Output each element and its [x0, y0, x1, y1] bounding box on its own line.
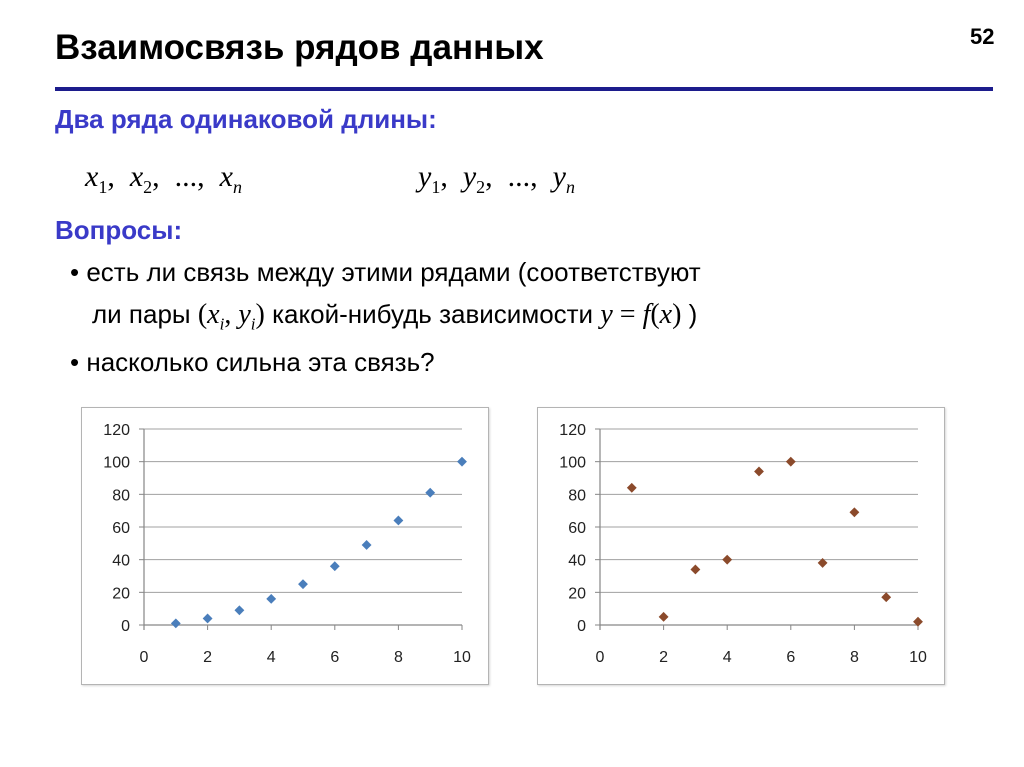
bullet-dot: •	[70, 347, 80, 377]
y-tick-label: 20	[112, 585, 130, 603]
y-tick-label: 80	[568, 487, 586, 505]
bullet-1-middle: какой-нибудь зависимости	[272, 299, 594, 329]
y-var-1: y	[418, 160, 432, 193]
y-tick-label: 20	[568, 585, 586, 603]
y-tick-label: 40	[568, 552, 586, 570]
bullet-1-text: есть ли связь между этими рядами (соответствуют	[86, 257, 701, 287]
bullet-2-text: насколько сильна эта связь?	[86, 347, 435, 377]
data-point	[659, 612, 668, 621]
x-series-formula: $x_1$, $x_2$, ..., $x_n$	[85, 160, 242, 197]
chart-right	[537, 407, 945, 685]
x-tick-label: 8	[393, 649, 403, 666]
y-tick-label: 40	[112, 552, 130, 570]
x-tick-label: 4	[722, 649, 732, 666]
data-point	[882, 593, 891, 602]
bullet-2	[70, 341, 435, 383]
series-subheading: Два ряда одинаковой длины:	[55, 104, 437, 134]
x-sub-2: 2	[143, 177, 153, 197]
x-tick-label: 10	[909, 649, 927, 666]
x-sub-1: 1	[98, 177, 108, 197]
slide-title: Взаимосвязь рядов данных	[55, 28, 544, 67]
data-point	[627, 483, 636, 492]
bullet-1-continuation	[92, 293, 697, 346]
x-ellipsis: ...,	[174, 160, 205, 193]
data-point	[171, 619, 180, 628]
bullet-1	[70, 251, 701, 293]
function-formula: y = f(x)	[600, 299, 682, 330]
slide-number: 52	[970, 24, 995, 49]
chart-left-plot	[82, 408, 488, 684]
chart-left	[81, 407, 489, 685]
y-tick-label: 100	[103, 454, 130, 472]
y-tick-label: 120	[559, 422, 586, 439]
bullet-1-suffix: )	[688, 299, 698, 329]
data-point	[691, 565, 700, 574]
y-tick-label: 0	[121, 618, 130, 635]
questions-heading: Вопросы:	[55, 215, 183, 245]
y-tick-label: 0	[577, 618, 586, 635]
title-divider	[55, 87, 993, 91]
y-sub-n: n	[565, 177, 575, 197]
x-sub-n: n	[232, 177, 242, 197]
pair-formula: ($x_i$, $y_i$)	[197, 299, 265, 334]
data-point	[267, 594, 276, 603]
data-point	[786, 457, 795, 466]
y-tick-label: 60	[112, 520, 130, 537]
x-tick-label: 6	[786, 649, 796, 666]
data-point	[235, 606, 244, 615]
y-sub-1: 1	[431, 177, 441, 197]
y-series-formula: $y_1$, $y_2$, ..., $y_n$	[418, 160, 575, 197]
y-tick-label: 60	[568, 520, 586, 537]
x-tick-label: 10	[453, 649, 471, 666]
data-point	[394, 516, 403, 525]
data-point	[755, 467, 764, 476]
data-point	[203, 614, 212, 623]
y-tick-label: 100	[559, 454, 586, 472]
x-tick-label: 6	[330, 649, 340, 666]
y-ellipsis: ...,	[507, 160, 538, 193]
data-point	[362, 540, 371, 549]
x-tick-label: 2	[203, 649, 213, 666]
data-point	[723, 555, 732, 564]
data-point	[850, 508, 859, 517]
y-var-2: y	[462, 160, 477, 193]
y-tick-label: 120	[103, 422, 130, 439]
bullet-dot: •	[70, 257, 80, 287]
x-tick-label: 8	[849, 649, 859, 666]
x-tick-label: 2	[659, 649, 669, 666]
x-var-2: x	[129, 160, 144, 193]
y-sub-2: 2	[476, 177, 486, 197]
data-point	[426, 488, 435, 497]
x-tick-label: 0	[595, 649, 605, 666]
y-tick-label: 80	[112, 487, 130, 505]
x-tick-label: 4	[266, 649, 276, 666]
bullet-1-prefix: ли пары	[92, 299, 191, 329]
data-point	[458, 457, 467, 466]
data-point	[299, 580, 308, 589]
x-tick-label: 0	[139, 649, 149, 666]
x-var-n: x	[219, 160, 233, 193]
x-var-1: x	[85, 160, 99, 193]
y-var-n: y	[552, 160, 566, 193]
data-point	[330, 562, 339, 571]
chart-right-plot	[538, 408, 944, 684]
